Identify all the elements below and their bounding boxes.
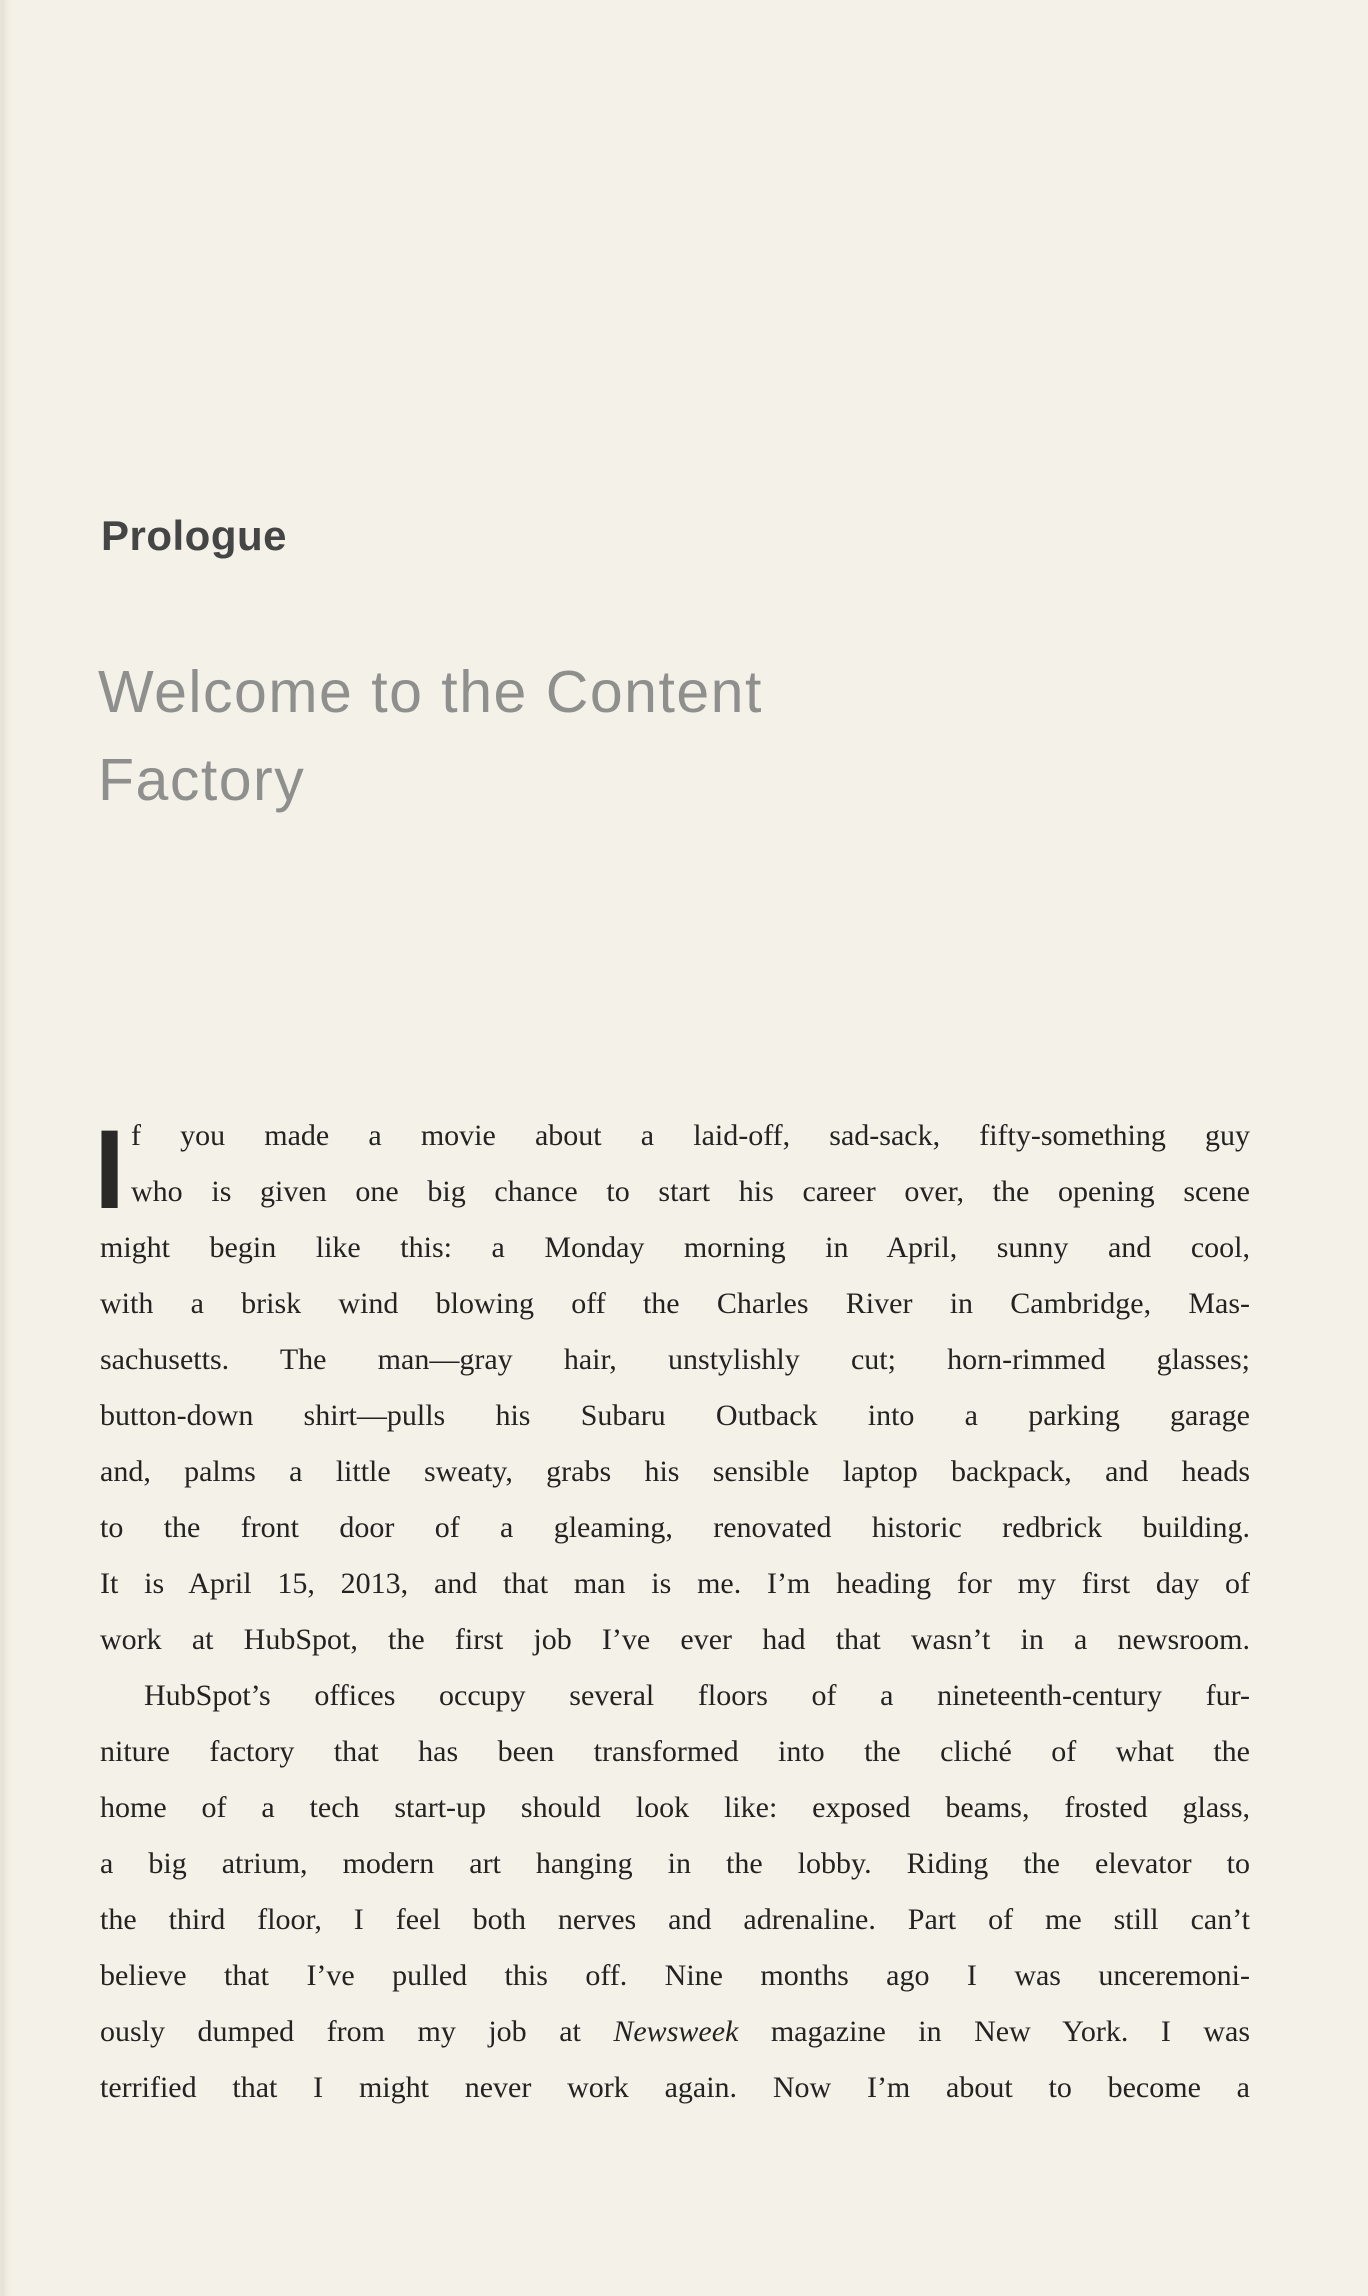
page-title-line-1: Welcome to the Content (98, 659, 763, 725)
text-line: terrified that I might never work again. Now I’m about to become a (100, 2071, 1250, 2104)
page-edge-shading (0, 0, 12, 2296)
page-title (98, 648, 763, 824)
text-line: to the front door of a gleaming, renovated historic redbrick building. (100, 1511, 1250, 1544)
text-line: button-down shirt—pulls his Subaru Outback into a parking garage (100, 1399, 1250, 1432)
text-line: ously dumped from my job at Newsweek magazine in New York. I was (100, 2015, 1250, 2048)
text-line: might begin like this: a Monday morning in April, sunny and cool, (100, 1231, 1250, 1264)
text-line: and, palms a little sweaty, grabs his sensible laptop backpack, and heads (100, 1455, 1250, 1488)
text-line: home of a tech start-up should look like: exposed beams, frosted glass, (100, 1791, 1250, 1824)
text-line: niture factory that has been transformed into the cliché of what the (100, 1735, 1250, 1768)
text-line: sachusetts. The man—gray hair, unstylishly cut; horn-rimmed glasses; (100, 1343, 1250, 1376)
text-line: It is April 15, 2013, and that man is me. I’m heading for my first day of (100, 1567, 1250, 1600)
text-line: the third floor, I feel both nerves and adrenaline. Part of me still can’t (100, 1903, 1250, 1936)
drop-cap: I (94, 1107, 126, 1232)
page-title-line-2: Factory (98, 747, 306, 813)
paragraph (100, 1668, 1250, 2116)
text-line: work at HubSpot, the first job I’ve ever had that wasn’t in a newsroom. (100, 1623, 1250, 1656)
body-text (94, 1107, 1250, 2116)
italic-text: Newsweek (613, 2015, 739, 2048)
text-line: f you made a movie about a laid-off, sad-sack, fifty-something guy (131, 1119, 1250, 1152)
text-line: a big atrium, modern art hanging in the lobby. Riding the elevator to (100, 1847, 1250, 1880)
text-line: with a brisk wind blowing off the Charles River in Cambridge, Mas- (100, 1287, 1250, 1320)
text-line: HubSpot’s offices occupy several floors of a nineteenth-century fur- (144, 1679, 1250, 1712)
text-line: believe that I’ve pulled this off. Nine months ago I was unceremoni- (100, 1959, 1250, 1992)
paragraph (94, 1107, 1250, 1668)
text-line: who is given one big chance to start his career over, the opening scene (131, 1175, 1250, 1208)
chapter-kicker: Prologue (101, 512, 288, 559)
